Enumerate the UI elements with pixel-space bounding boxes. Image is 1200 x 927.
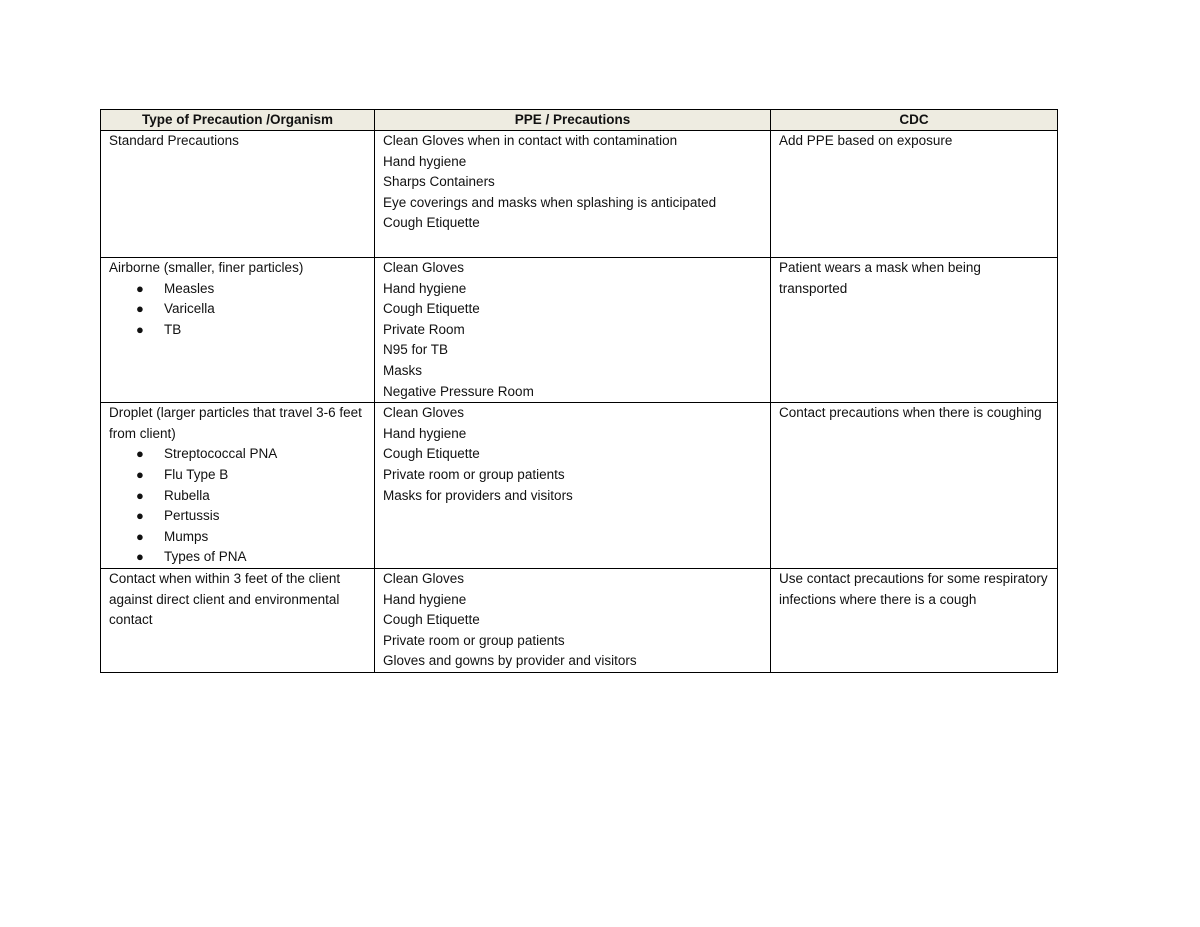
table-row (101, 403, 1058, 569)
organism-item: ● Varicella (109, 299, 368, 320)
bullet-icon: ● (136, 446, 144, 462)
cdc-cell (771, 403, 1058, 569)
organism-item: ● Flu Type B (109, 465, 368, 486)
bullet-icon: ● (136, 301, 144, 317)
ppe-item: Cough Etiquette (383, 301, 480, 317)
ppe-item: Hand hygiene (383, 280, 467, 296)
organism-list (109, 279, 368, 341)
bullet-icon: ● (136, 466, 144, 482)
cdc-note: Use contact precautions for some respiratory infections where there is a cough (779, 570, 1048, 607)
ppe-item: Clean Gloves (383, 405, 465, 421)
cdc-note: Contact precautions when there is coughing (779, 405, 1042, 421)
ppe-item: Clean Gloves (383, 260, 465, 275)
type-cell (101, 568, 375, 672)
ppe-item: Private room or group patients (383, 466, 565, 482)
ppe-item: Clean Gloves when in contact with contamination (383, 133, 678, 148)
ppe-item: Negative Pressure Room (383, 383, 534, 399)
header-ppe: PPE / Precautions (375, 110, 771, 131)
cdc-note: Add PPE based on exposure (779, 133, 953, 148)
cdc-cell (771, 131, 1058, 258)
bullet-icon: ● (136, 321, 144, 337)
ppe-item: Eye coverings and masks when splashing is anticipated (383, 194, 717, 210)
ppe-item: Masks (383, 362, 423, 378)
ppe-item: Hand hygiene (383, 425, 467, 441)
organism-item: ● Types of PNA (109, 547, 368, 568)
organism-item: ● Measles (109, 279, 368, 300)
bullet-icon: ● (136, 508, 144, 524)
table-row (101, 258, 1058, 403)
cdc-cell (771, 568, 1058, 672)
ppe-item: Hand hygiene (383, 153, 467, 169)
ppe-item: Gloves and gowns by provider and visitors (383, 653, 637, 669)
organism-item: ● Streptococcal PNA (109, 444, 368, 465)
ppe-cell (375, 131, 771, 258)
bullet-icon: ● (136, 280, 144, 296)
bullet-icon: ● (136, 528, 144, 544)
organism-item: ● Rubella (109, 486, 368, 507)
precaution-type: Standard Precautions (109, 133, 239, 148)
ppe-item: Masks for providers and visitors (383, 487, 573, 503)
ppe-item: Cough Etiquette (383, 446, 480, 462)
ppe-item: Hand hygiene (383, 591, 467, 607)
cdc-cell (771, 258, 1058, 403)
bullet-icon: ● (136, 487, 144, 503)
precaution-type: Airborne (smaller, finer particles) (109, 260, 304, 275)
ppe-item: Clean Gloves (383, 570, 465, 586)
type-cell (101, 403, 375, 569)
header-row (101, 110, 1058, 131)
ppe-item: N95 for TB (383, 342, 449, 358)
type-cell (101, 258, 375, 403)
ppe-item: Sharps Containers (383, 174, 495, 190)
table-row (101, 131, 1058, 258)
type-cell (101, 131, 375, 258)
ppe-item: Cough Etiquette (383, 612, 480, 628)
header-type: Type of Precaution /Organism (101, 110, 375, 131)
header-cdc: CDC (771, 110, 1058, 131)
cdc-note: Patient wears a mask when being transported (779, 260, 981, 296)
table-row (101, 568, 1058, 672)
ppe-cell (375, 258, 771, 403)
organism-item: ● TB (109, 320, 368, 341)
ppe-item: Cough Etiquette (383, 215, 480, 231)
ppe-cell (375, 568, 771, 672)
organism-item: ● Pertussis (109, 506, 368, 527)
organism-list (109, 444, 368, 568)
organism-item: ● Mumps (109, 527, 368, 548)
precaution-type: Droplet (larger particles that travel 3-6 feet from client) (109, 405, 362, 441)
precaution-type: Contact when within 3 feet of the client against direct client and environmental contact (109, 570, 341, 628)
bullet-icon: ● (136, 549, 144, 565)
precautions-table (100, 109, 1058, 673)
ppe-cell (375, 403, 771, 569)
ppe-item: Private Room (383, 321, 465, 337)
ppe-item: Private room or group patients (383, 632, 565, 648)
